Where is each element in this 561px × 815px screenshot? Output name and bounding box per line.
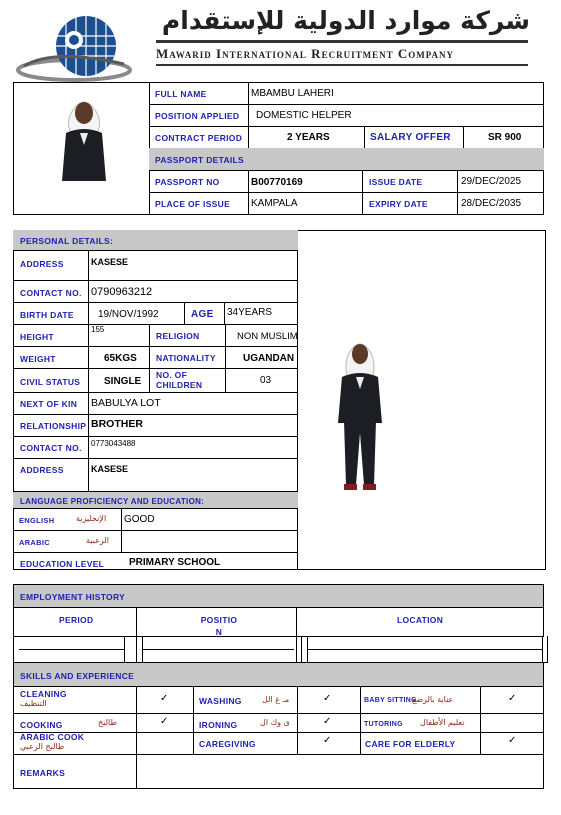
arabic-arabic-label: الرعبية xyxy=(86,536,109,545)
company-name-english: Mawarid International Recruitment Company xyxy=(156,46,455,61)
caregiving-check: ✓ xyxy=(323,735,332,746)
caregiving-label: CAREGIVING xyxy=(199,739,256,749)
cleaning-check: ✓ xyxy=(160,693,169,704)
height-value: 155 xyxy=(91,325,105,334)
english-label: ENGLISH xyxy=(19,516,55,525)
location-column-header: LOCATION xyxy=(397,615,444,625)
salary-offer-label: SALARY OFFER xyxy=(370,132,451,143)
relationship-value: BROTHER xyxy=(91,418,143,430)
address-label: ADDRESS xyxy=(20,259,64,269)
relationship-label: RELATIONSHIP xyxy=(20,421,87,431)
ironing-label: IRONING xyxy=(199,720,238,730)
address-value: KASESE xyxy=(91,257,129,267)
civil-status-label: CIVIL STATUS xyxy=(20,377,81,387)
place-of-issue-value: KAMPALA xyxy=(251,198,298,209)
birth-date-value: 19/NOV/1992 xyxy=(98,309,159,320)
skills-label: SKILLS AND EXPERIENCE xyxy=(20,671,135,681)
ironing-check: ✓ xyxy=(323,716,332,727)
contact-value: 0790963212 xyxy=(91,286,153,298)
personal-details-label: PERSONAL DETAILS: xyxy=(20,236,114,246)
next-of-kin-label: NEXT OF KIN xyxy=(20,399,78,409)
washing-arabic-label: مـ غ الل xyxy=(262,695,290,704)
cooking-label: COOKING xyxy=(20,720,63,730)
children-value: 03 xyxy=(260,375,272,386)
salary-offer-value: SR 900 xyxy=(488,132,522,143)
applicant-photo-small xyxy=(52,93,116,183)
baby-sitting-label: BABY SITTING xyxy=(364,697,417,704)
education-value: PRIMARY SCHOOL xyxy=(129,557,221,568)
height-label: HEIGHT xyxy=(20,332,54,342)
washing-check: ✓ xyxy=(323,693,332,704)
washing-label: WASHING xyxy=(199,696,242,706)
religion-label: RELIGION xyxy=(156,331,200,341)
kin-contact-label: CONTACT NO. xyxy=(20,443,82,453)
nationality-value: UGANDAN xyxy=(243,353,295,364)
arabic-label: ARABIC xyxy=(19,538,50,547)
employment-label: EMPLOYMENT HISTORY xyxy=(20,592,126,602)
header-rule-bottom xyxy=(156,64,528,66)
civil-status-value: SINGLE xyxy=(104,376,142,387)
kin-address-value: KASESE xyxy=(91,464,129,474)
company-logo xyxy=(14,8,134,83)
passport-no-value: B00770169 xyxy=(251,177,303,188)
contact-label: CONTACT NO. xyxy=(20,288,82,298)
arabic-cook-label: ARABIC COOK xyxy=(20,732,85,742)
weight-value: 65KGS xyxy=(104,353,137,364)
passport-details-label: PASSPORT DETAILS xyxy=(155,155,245,165)
baby-sitting-check: ✓ xyxy=(508,693,517,704)
place-of-issue-label: PLACE OF ISSUE xyxy=(155,199,231,209)
cooking-check: ✓ xyxy=(160,716,169,727)
issue-date-value: 29/DEC/2025 xyxy=(461,176,522,187)
nationality-label: NATIONALITY xyxy=(156,353,216,363)
next-of-kin-value: BABULYA LOT xyxy=(91,397,161,409)
weight-label: WEIGHT xyxy=(20,354,56,364)
cleaning-label: CLEANING xyxy=(20,689,67,699)
tutoring-label: TUTORING xyxy=(364,721,403,728)
position-column-header: POSITIO N xyxy=(200,615,238,637)
remarks-label: REMARKS xyxy=(20,768,66,778)
elderly-label: CARE FOR ELDERLY xyxy=(365,739,456,749)
age-label: AGE xyxy=(191,309,214,320)
arabic-cook-arabic-label: طالبخ الرعبي xyxy=(20,742,65,751)
age-value: 34YEARS xyxy=(227,307,273,318)
elderly-check: ✓ xyxy=(508,735,517,746)
header-rule xyxy=(156,40,528,43)
expiry-date-value: 28/DEC/2035 xyxy=(461,198,522,209)
kin-address-label: ADDRESS xyxy=(20,465,64,475)
children-label: NO. OF CHILDREN xyxy=(156,370,203,390)
full-name-value: MBAMBU LAHERI xyxy=(251,88,334,99)
religion-value: NON MUSLIM xyxy=(237,331,298,342)
position-applied-label: POSITION APPLIED xyxy=(155,111,240,121)
issue-date-label: ISSUE DATE xyxy=(369,177,423,187)
applicant-photo-full xyxy=(330,337,390,499)
ironing-arabic-label: ى وك ال xyxy=(260,718,290,727)
full-name-label: FULL NAME xyxy=(155,89,207,99)
education-label: EDUCATION LEVEL xyxy=(20,559,105,569)
passport-no-label: PASSPORT NO xyxy=(155,177,220,187)
tutoring-arabic-label: تعليم الأطفال xyxy=(420,718,465,727)
baby-sitting-arabic-label: عناية بالرضع xyxy=(412,695,454,704)
company-name-arabic: شركة موارد الدولية للإستقدام xyxy=(161,6,530,35)
period-column-header: PERIOD xyxy=(59,615,94,625)
contract-period-label: CONTRACT PERIOD xyxy=(155,133,243,143)
contract-period-value: 2 YEARS xyxy=(287,132,330,143)
expiry-date-label: EXPIRY DATE xyxy=(369,199,428,209)
english-arabic-label: الإنجليزية xyxy=(76,514,107,523)
language-label: LANGUAGE PROFICIENCY AND EDUCATION: xyxy=(20,497,205,506)
kin-contact-value: 0773043488 xyxy=(91,439,136,448)
cleaning-arabic-label: التنظيف xyxy=(20,699,47,708)
birth-date-label: BIRTH DATE xyxy=(20,310,74,320)
position-applied-value: DOMESTIC HELPER xyxy=(256,110,352,121)
english-value: GOOD xyxy=(124,514,155,525)
cooking-arabic-label: طالبخ xyxy=(98,718,117,727)
